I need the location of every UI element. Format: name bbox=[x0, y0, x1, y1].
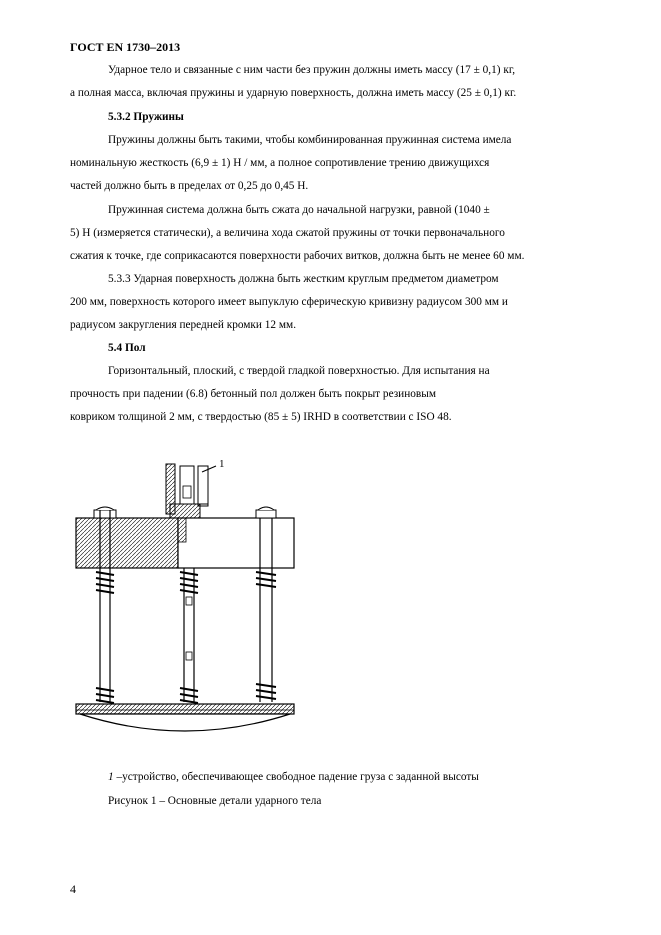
paragraph-line: частей должно быть в пределах от 0,25 до 0,45 Н. bbox=[70, 180, 309, 192]
callout-label: 1 bbox=[219, 458, 225, 470]
rod-middle bbox=[184, 568, 194, 702]
paragraph-line: Горизонтальный, плоский, с твердой гладкой поверхностью. Для испытания на bbox=[108, 365, 490, 377]
paragraph-line: номинальную жесткость (6,9 ± 1) Н / мм, а полное сопротивление трению движущихся bbox=[70, 157, 490, 169]
figure-legend bbox=[108, 770, 479, 784]
spring-right-bottom bbox=[256, 684, 276, 699]
paragraph-line: сжатия к точке, где соприкасаются поверхности рабочих витков, должна быть не менее 60 мм. bbox=[70, 250, 525, 262]
impact-plate bbox=[76, 704, 294, 714]
figure-caption: Рисунок 1 – Основные детали ударного тела bbox=[108, 795, 322, 807]
paragraph-line: Пружинная система должна быть сжата до начальной нагрузки, равной (1040 ± bbox=[108, 204, 490, 216]
nut-right bbox=[256, 507, 276, 518]
paragraph-line: Пружины должны быть такими, чтобы комбинированная пружинная система имела bbox=[108, 134, 512, 146]
document-header: ГОСТ EN 1730–2013 bbox=[70, 40, 181, 54]
impact-surface bbox=[80, 714, 290, 731]
paragraph-line: а полная масса, включая пружины и ударную поверхность, должна иметь массу (25 ± 0,1) кг. bbox=[70, 87, 517, 99]
nut-left bbox=[94, 507, 116, 518]
paragraph-line: 5.3.3 Ударная поверхность должна быть жестким круглым предметом диаметром bbox=[108, 273, 499, 285]
paragraph-line: радиусом закругления передней кромки 12 мм. bbox=[70, 319, 297, 331]
page-number: 4 bbox=[70, 882, 76, 896]
release-device bbox=[166, 464, 208, 518]
spring-middle-top bbox=[180, 572, 198, 593]
impact-body-figure bbox=[60, 452, 320, 762]
spring-left-top bbox=[96, 572, 114, 593]
paragraph-line: ковриком толщиной 2 мм, с твердостью (85 ± 5) IRHD в соответствии с ISO 48. bbox=[70, 411, 452, 423]
legend-number: 1 bbox=[108, 771, 114, 783]
main-block bbox=[76, 518, 294, 568]
paragraph-line: Ударное тело и связанные с ним части без пружин должны иметь массу (17 ± 0,1) кг, bbox=[108, 64, 516, 76]
paragraph-line: прочность при падении (6.8) бетонный пол должен быть покрыт резиновым bbox=[70, 388, 436, 400]
legend-text: –устройство, обеспечивающее свободное падение груза с заданной высоты bbox=[113, 771, 479, 783]
spring-left-bottom bbox=[96, 688, 114, 703]
paragraph-line: 5) Н (измеряется статически), а величина хода сжатой пружины от точки первоначального bbox=[70, 227, 505, 239]
spring-middle-bottom bbox=[180, 688, 198, 703]
spring-right-top bbox=[256, 572, 276, 587]
section-heading-5-4: 5.4 Пол bbox=[108, 342, 146, 354]
paragraph-line: 200 мм, поверхность которого имеет выпуклую сферическую кривизну радиусом 300 мм и bbox=[70, 296, 508, 308]
section-heading-5-3-2: 5.3.2 Пружины bbox=[108, 111, 184, 123]
